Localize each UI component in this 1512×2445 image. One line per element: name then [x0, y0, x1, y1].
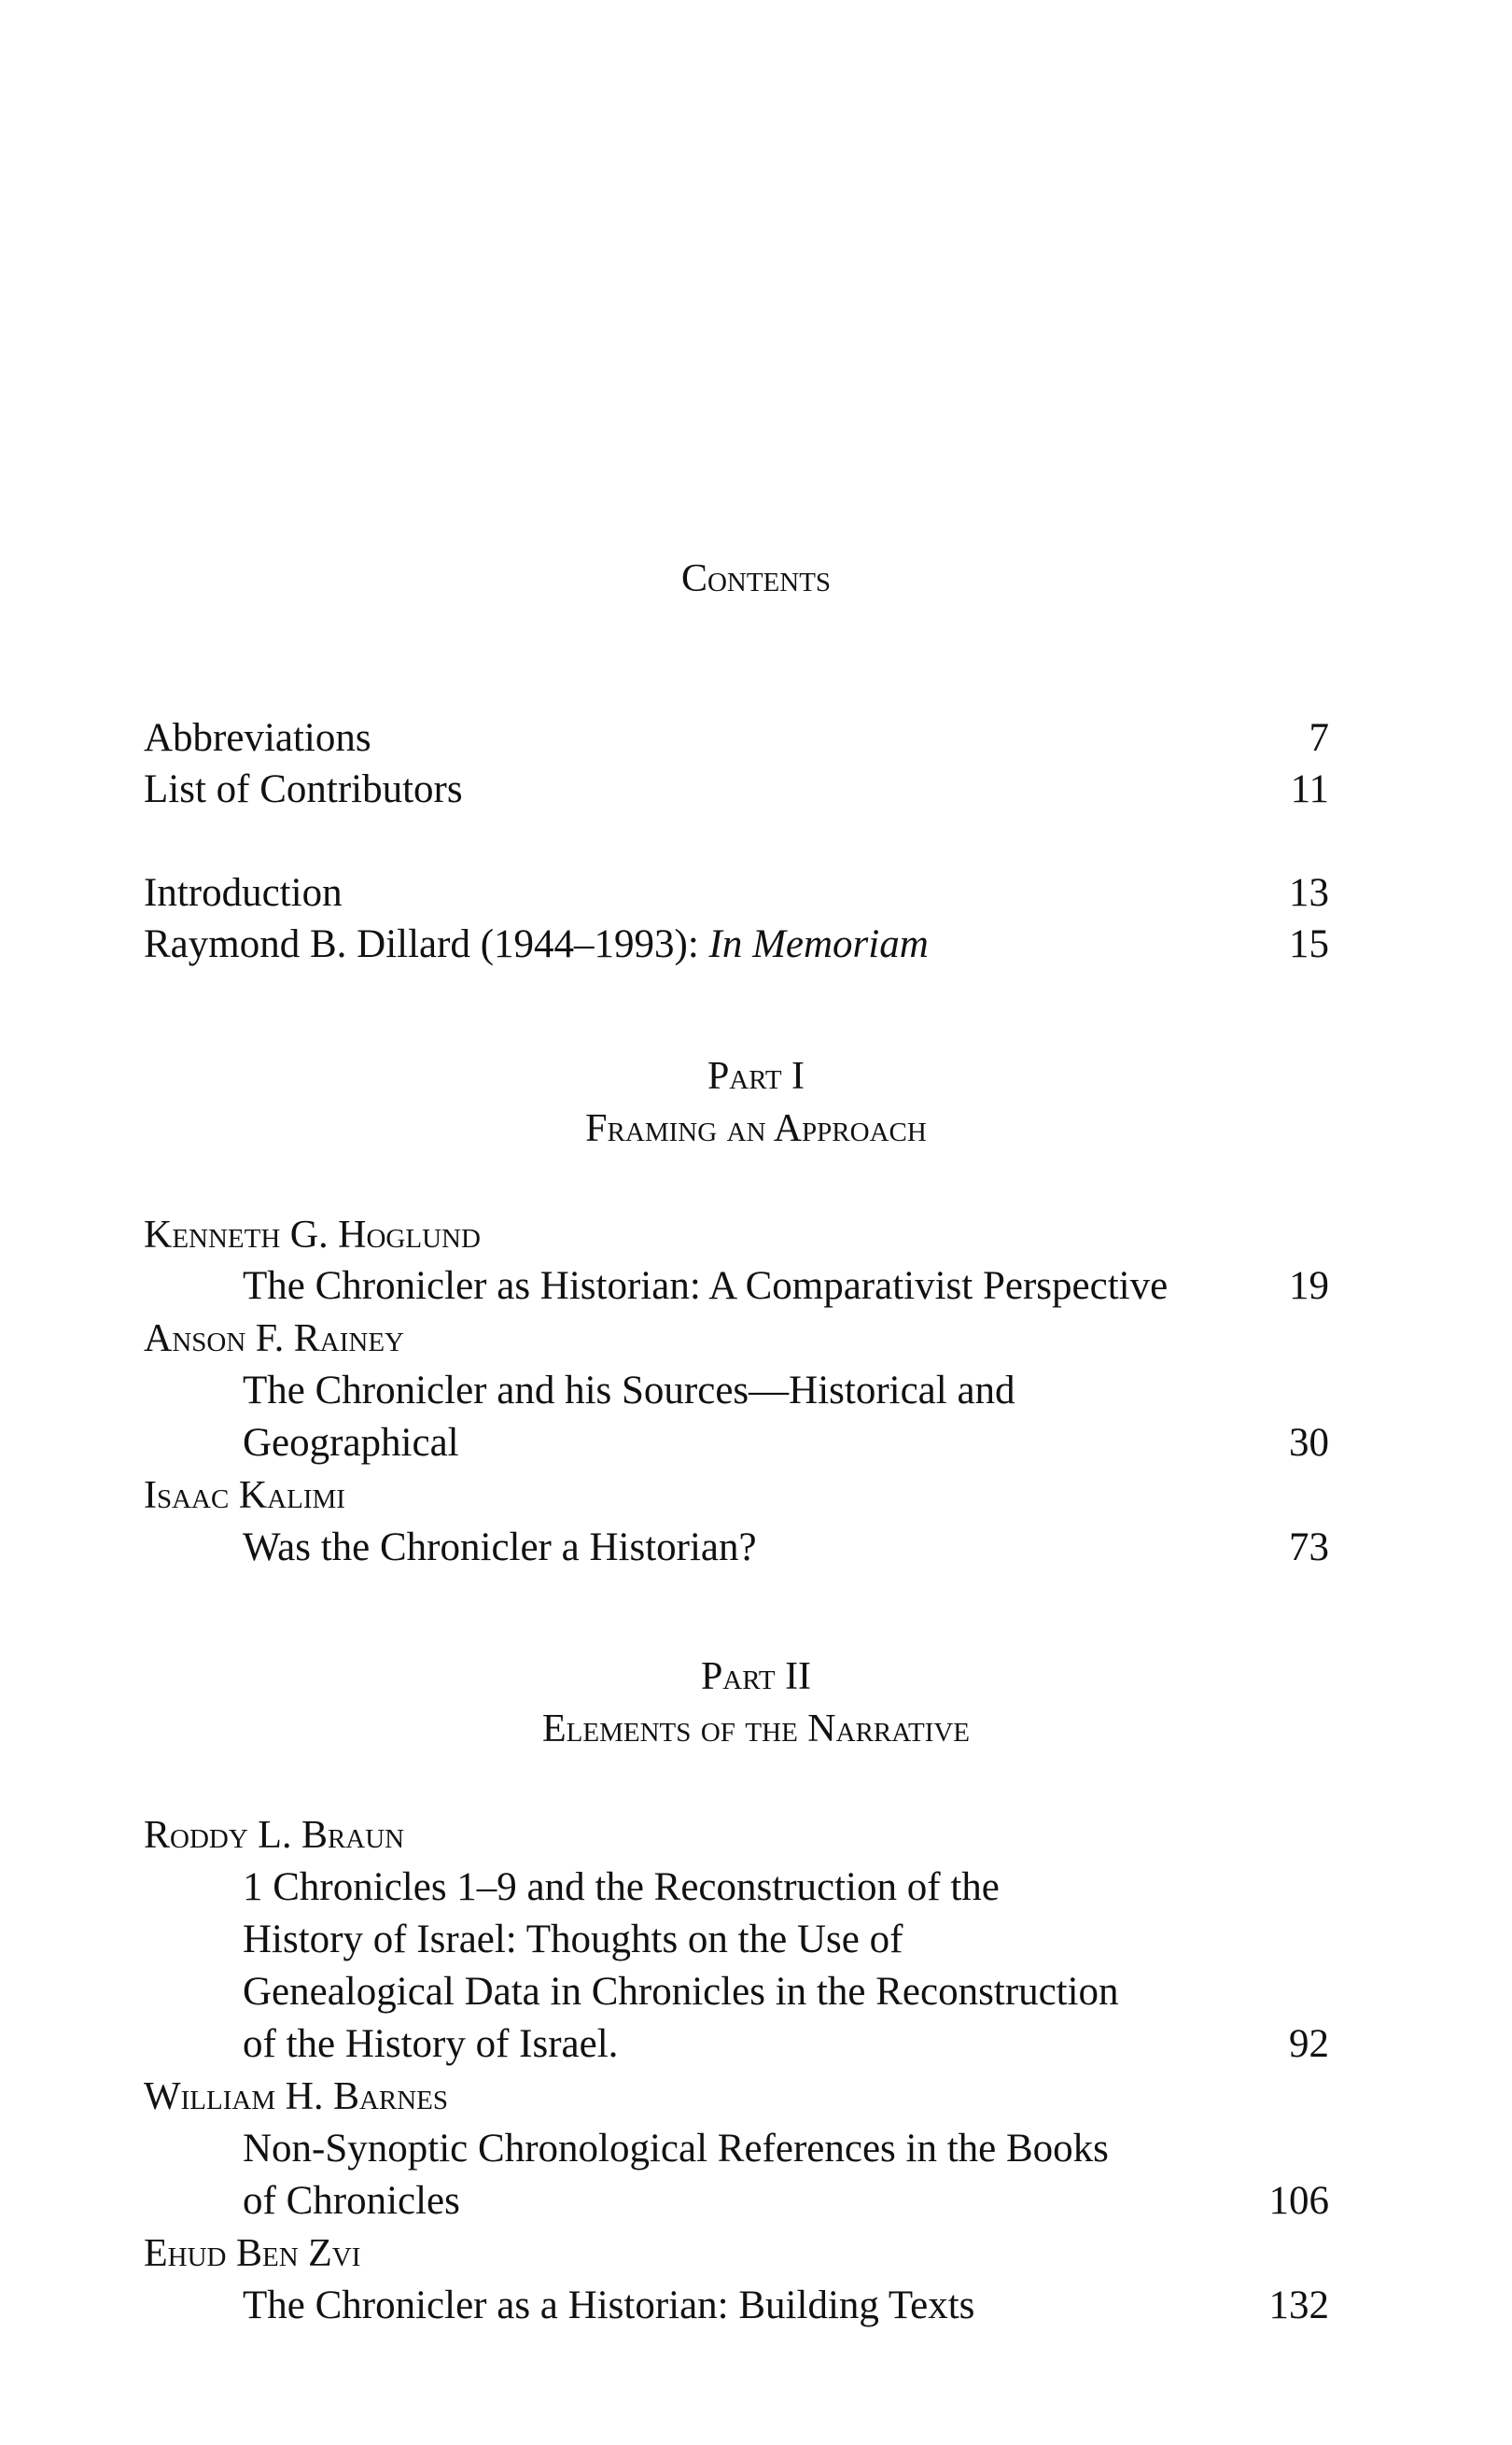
toc-entry-ben-zvi[interactable] — [243, 2280, 1329, 2332]
toc-entry-title: Genealogical Data in Chronicles in the Reconstruction — [243, 1970, 1119, 2014]
toc-entry-page: 13 — [1289, 871, 1329, 915]
author-braun: Roddy L. Braun — [144, 1814, 405, 1857]
toc-entry-rainey-line-2[interactable] — [243, 1417, 1329, 1469]
toc-entry-title: Introduction — [144, 871, 343, 915]
toc-entry-title: Was the Chronicler a Historian? — [243, 1525, 757, 1569]
author-ben-zvi: Ehud Ben Zvi — [144, 2232, 361, 2275]
toc-entry-title: of the History of Israel. — [243, 2022, 619, 2066]
toc-entry-page: 73 — [1289, 1525, 1329, 1569]
author-rainey: Anson F. Rainey — [144, 1317, 404, 1360]
toc-entry-title-main: Raymond B. Dillard (1944–1993): — [144, 922, 709, 966]
toc-entry-title-italic: In Memoriam — [708, 922, 929, 966]
toc-entry-in-memoriam[interactable] — [144, 919, 1329, 971]
author-hoglund: Kenneth G. Hoglund — [144, 1214, 481, 1257]
toc-entry-braun-line-2[interactable] — [243, 1914, 1329, 1966]
toc-entry-braun-line-3[interactable] — [243, 1966, 1329, 2018]
toc-entry-title: Geographical — [243, 1421, 459, 1465]
toc-entry-barnes-line-2[interactable] — [243, 2175, 1329, 2227]
toc-entry-page: 15 — [1289, 922, 1329, 966]
part-1-title: Framing an Approach — [585, 1107, 927, 1150]
part-2-label: Part II — [700, 1655, 812, 1698]
toc-entry-abbreviations[interactable] — [144, 712, 1329, 765]
toc-entry-page: 7 — [1309, 716, 1329, 760]
toc-entry-barnes-line-1[interactable] — [243, 2123, 1329, 2175]
toc-entry-title: The Chronicler and his Sources—Historical and — [243, 1369, 1015, 1412]
toc-entry-list-of-contributors[interactable] — [144, 764, 1329, 816]
toc-entry-title: The Chronicler as Historian: A Comparativist Perspective — [243, 1264, 1169, 1308]
toc-entry-hoglund[interactable] — [243, 1260, 1329, 1313]
toc-entry-title — [144, 919, 929, 971]
toc-entry-title: The Chronicler as a Historian: Building Texts — [243, 2283, 975, 2327]
toc-entry-title: Non-Synoptic Chronological References in the Books — [243, 2127, 1109, 2171]
part-1-label: Part I — [707, 1055, 805, 1098]
toc-entry-page: 11 — [1290, 767, 1329, 811]
toc-entry-page: 30 — [1289, 1421, 1329, 1465]
part-2-title: Elements of the Narrative — [541, 1707, 971, 1750]
toc-entry-braun-line-1[interactable] — [243, 1862, 1329, 1914]
toc-entry-page: 106 — [1268, 2179, 1329, 2223]
toc-entry-introduction[interactable] — [144, 867, 1329, 920]
toc-entry-page: 92 — [1289, 2022, 1329, 2066]
page-heading: Contents — [680, 557, 832, 600]
toc-entry-title: 1 Chronicles 1–9 and the Reconstruction of the — [243, 1865, 1000, 1909]
toc-entry-braun-line-4[interactable] — [243, 2018, 1329, 2071]
toc-entry-page: 132 — [1268, 2283, 1329, 2327]
author-kalimi: Isaac Kalimi — [144, 1474, 345, 1517]
toc-entry-page: 19 — [1289, 1264, 1329, 1308]
toc-entry-title: History of Israel: Thoughts on the Use of — [243, 1918, 903, 1961]
toc-entry-title: of Chronicles — [243, 2179, 460, 2223]
toc-entry-title: Abbreviations — [144, 716, 371, 760]
toc-entry-rainey-line-1[interactable] — [243, 1365, 1329, 1417]
toc-entry-kalimi[interactable] — [243, 1522, 1329, 1574]
author-barnes: William H. Barnes — [144, 2075, 449, 2118]
toc-entry-title: List of Contributors — [144, 767, 463, 811]
